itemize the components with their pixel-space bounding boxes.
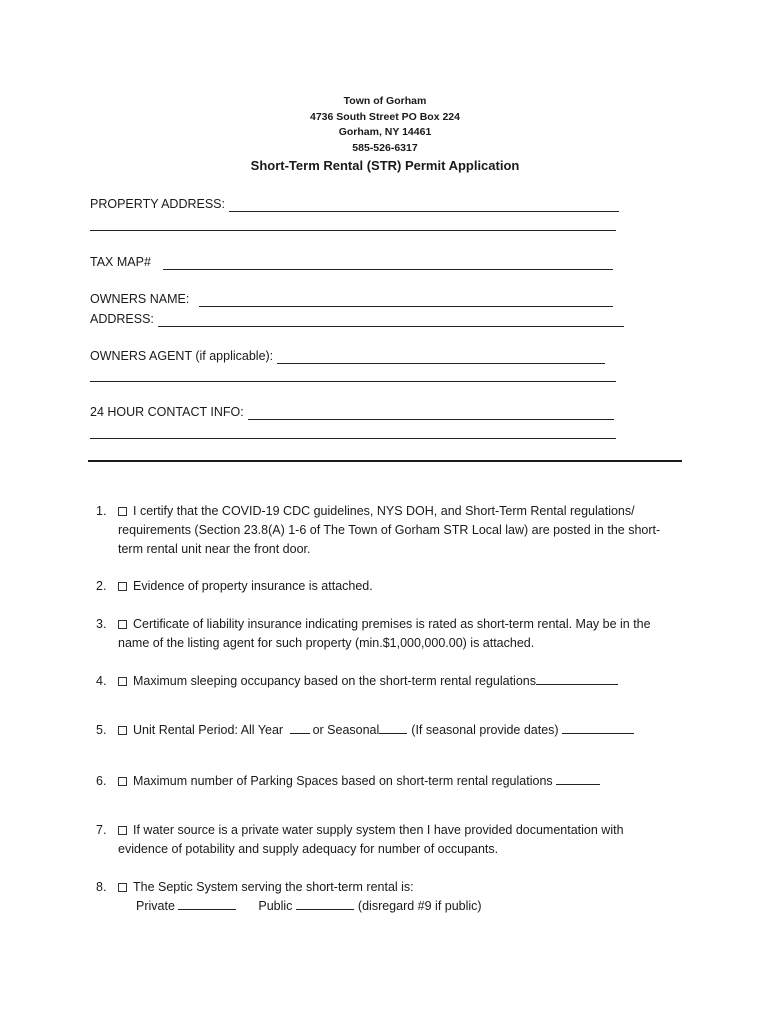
septic-note: (disregard #9 if public) xyxy=(357,899,482,913)
private-blank[interactable] xyxy=(178,897,236,910)
tax-map-row xyxy=(90,254,613,270)
contact-label: 24 HOUR CONTACT INFO: xyxy=(90,405,244,419)
checkbox[interactable] xyxy=(118,883,127,892)
list-item-5 xyxy=(96,721,696,740)
item-number: 1. xyxy=(96,504,107,518)
checkbox[interactable] xyxy=(118,826,127,835)
private-label: Private xyxy=(136,899,175,913)
item-number: 3. xyxy=(96,617,107,631)
item-number: 5. xyxy=(96,723,107,737)
seasonal-blank[interactable] xyxy=(379,721,407,734)
checkbox[interactable] xyxy=(118,777,127,786)
property-address-label: PROPERTY ADDRESS: xyxy=(90,197,225,211)
checkbox[interactable] xyxy=(118,620,127,629)
owners-agent-row xyxy=(90,348,605,364)
tax-map-label: TAX MAP# xyxy=(90,255,151,269)
address-row xyxy=(90,311,624,327)
item-text: Certificate of liability insurance indicating premises is rated as short-term rental. May be in the name of the listing agent for such property (min.$1,000,000.00) is attached. xyxy=(118,617,651,650)
checkbox[interactable] xyxy=(118,677,127,686)
list-item-7 xyxy=(96,821,676,859)
item-number: 2. xyxy=(96,579,107,593)
list-item-1 xyxy=(96,502,676,559)
item-text: Evidence of property insurance is attached. xyxy=(133,579,373,593)
item-text: I certify that the COVID-19 CDC guidelines, NYS DOH, and Short-Term Rental regulations/ requirements (Section 23.8(A) 1-6 of The Town of Gorham STR Local law) are posted in the short-term rental unit near the front door. xyxy=(118,504,661,556)
parking-blank[interactable] xyxy=(556,772,600,785)
item-number: 6. xyxy=(96,774,107,788)
occupancy-blank[interactable] xyxy=(536,672,618,685)
owners-agent-line-2[interactable] xyxy=(90,380,616,382)
public-blank[interactable] xyxy=(296,897,354,910)
item-text: Maximum sleeping occupancy based on the short-term rental regulations xyxy=(133,674,536,688)
section-divider xyxy=(88,460,682,462)
list-item-4 xyxy=(96,672,696,691)
dates-blank[interactable] xyxy=(562,721,634,734)
item-text: Maximum number of Parking Spaces based on short-term rental regulations xyxy=(133,774,553,788)
owners-agent-label: OWNERS AGENT (if applicable): xyxy=(90,349,274,363)
list-item-8 xyxy=(96,878,696,916)
phone-number: 585-526-6317 xyxy=(352,141,418,154)
checkbox[interactable] xyxy=(118,726,127,735)
contact-line[interactable] xyxy=(248,407,614,420)
item-text-seasonal: or Seasonal xyxy=(312,723,380,737)
item-text-dates: (If seasonal provide dates) xyxy=(411,723,559,737)
list-item-6 xyxy=(96,772,696,791)
town-name: Town of Gorham xyxy=(343,95,427,107)
contact-line-2[interactable] xyxy=(90,437,616,439)
public-label: Public xyxy=(258,899,293,913)
contact-row xyxy=(90,404,614,420)
street-address: 4736 South Street PO Box 224 xyxy=(310,110,460,123)
item-text-all-year: Unit Rental Period: All Year xyxy=(133,723,284,737)
form-title: Short-Term Rental (STR) Permit Application xyxy=(250,158,520,173)
list-item-2 xyxy=(96,577,696,596)
item-number: 4. xyxy=(96,674,107,688)
letterhead xyxy=(0,94,770,156)
item-number: 7. xyxy=(96,823,107,837)
checkbox[interactable] xyxy=(118,582,127,591)
owners-name-label: OWNERS NAME: xyxy=(90,292,190,306)
property-address-line-2[interactable] xyxy=(90,229,616,231)
city-address: Gorham, NY 14461 xyxy=(338,126,432,138)
item-number: 8. xyxy=(96,880,107,894)
owners-agent-line[interactable] xyxy=(277,351,605,364)
property-address-row xyxy=(90,196,619,212)
property-address-line[interactable] xyxy=(229,199,619,212)
list-item-3 xyxy=(96,615,676,653)
owners-name-row xyxy=(90,291,613,307)
item-text: If water source is a private water supply system then I have provided documentation with evidence of potability and supply adequacy for number of occupants. xyxy=(118,823,624,856)
checkbox[interactable] xyxy=(118,507,127,516)
tax-map-line[interactable] xyxy=(163,257,613,270)
all-year-blank[interactable] xyxy=(290,721,310,734)
item-text: The Septic System serving the short-term rental is: xyxy=(133,880,414,894)
owners-name-line[interactable] xyxy=(199,294,613,307)
address-label: ADDRESS: xyxy=(90,312,154,326)
address-line[interactable] xyxy=(158,314,624,327)
